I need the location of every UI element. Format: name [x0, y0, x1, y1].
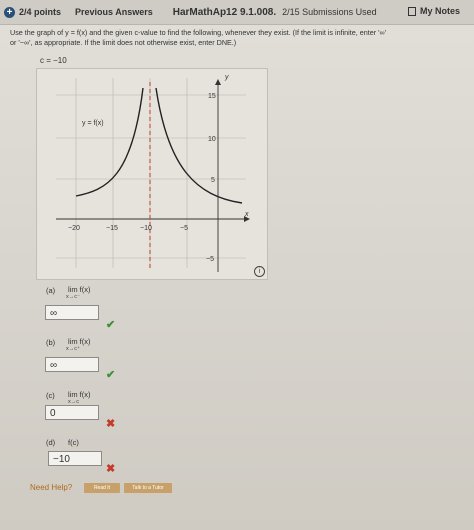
- info-icon[interactable]: i: [254, 266, 265, 277]
- part-a-expression: lim f(x): [68, 285, 91, 294]
- part-a-label: (a): [46, 286, 56, 295]
- check-icon: ✔: [106, 319, 116, 331]
- points-label: 2/4 points: [19, 7, 62, 17]
- part-b-expression: lim f(x): [68, 337, 91, 346]
- part-c-answer-input[interactable]: 0: [45, 405, 99, 420]
- y-tick-label: −5: [206, 256, 214, 263]
- question-header: [0, 0, 474, 25]
- plus-circle-icon[interactable]: +: [4, 7, 15, 18]
- talk-to-tutor-button[interactable]: Talk to a Tutor: [124, 483, 172, 493]
- part-c-expression: lim f(x): [68, 390, 91, 399]
- part-b-answer-input[interactable]: ∞: [45, 357, 99, 372]
- part-b-subscript: x→c⁺: [66, 346, 80, 352]
- my-notes-button[interactable]: [408, 6, 460, 16]
- previous-answers-link[interactable]: Previous Answers: [75, 7, 153, 17]
- y-tick-label: 10: [208, 136, 216, 143]
- right-curve: [156, 88, 242, 203]
- part-d-expression: f(c): [68, 438, 79, 447]
- check-icon: ✔: [106, 369, 116, 381]
- x-axis-label: x: [245, 211, 249, 218]
- my-notes-label: My Notes: [419, 6, 460, 16]
- function-graph: [36, 68, 266, 278]
- notes-icon: [408, 7, 416, 16]
- x-tick-label: −10: [140, 225, 152, 232]
- cross-icon: ✖: [106, 463, 116, 475]
- function-label: y = f(x): [82, 120, 104, 127]
- c-value: c = −10: [40, 56, 67, 65]
- left-curve: [76, 88, 143, 196]
- read-it-button[interactable]: Read It: [84, 483, 120, 493]
- grid-lines: [56, 78, 246, 268]
- y-axis-arrow-icon: [215, 79, 221, 85]
- y-tick-label: 15: [208, 93, 216, 100]
- instructions: [10, 28, 465, 48]
- need-help-label: Need Help?: [30, 483, 73, 492]
- part-c-label: (c): [46, 391, 55, 400]
- x-tick-label: −20: [68, 225, 80, 232]
- y-axis-label: y: [225, 74, 229, 81]
- instructions-line-2: or '−∞', as appropriate. If the limit does not otherwise exist, enter DNE.): [10, 38, 237, 47]
- part-b-label: (b): [46, 338, 56, 347]
- instructions-line-1: Use the graph of y = f(x) and the given c-value to find the following, whenever they exist. (If the limit is infinite, enter '∞': [10, 28, 387, 37]
- question-id: HarMathAp12 9.1.008.: [172, 6, 277, 18]
- points-indicator[interactable]: [4, 7, 61, 18]
- part-a-subscript: x→c⁻: [66, 294, 80, 300]
- x-tick-label: −15: [106, 225, 118, 232]
- x-tick-label: −5: [180, 225, 188, 232]
- submissions-used: 2/15 Submissions Used: [282, 7, 377, 17]
- cross-icon: ✖: [106, 418, 116, 430]
- y-tick-label: 5: [211, 177, 215, 184]
- part-d-answer-input[interactable]: −10: [48, 451, 102, 466]
- part-a-answer-input[interactable]: ∞: [45, 305, 99, 320]
- part-c-subscript: x→c: [68, 399, 79, 405]
- part-d-label: (d): [46, 438, 56, 447]
